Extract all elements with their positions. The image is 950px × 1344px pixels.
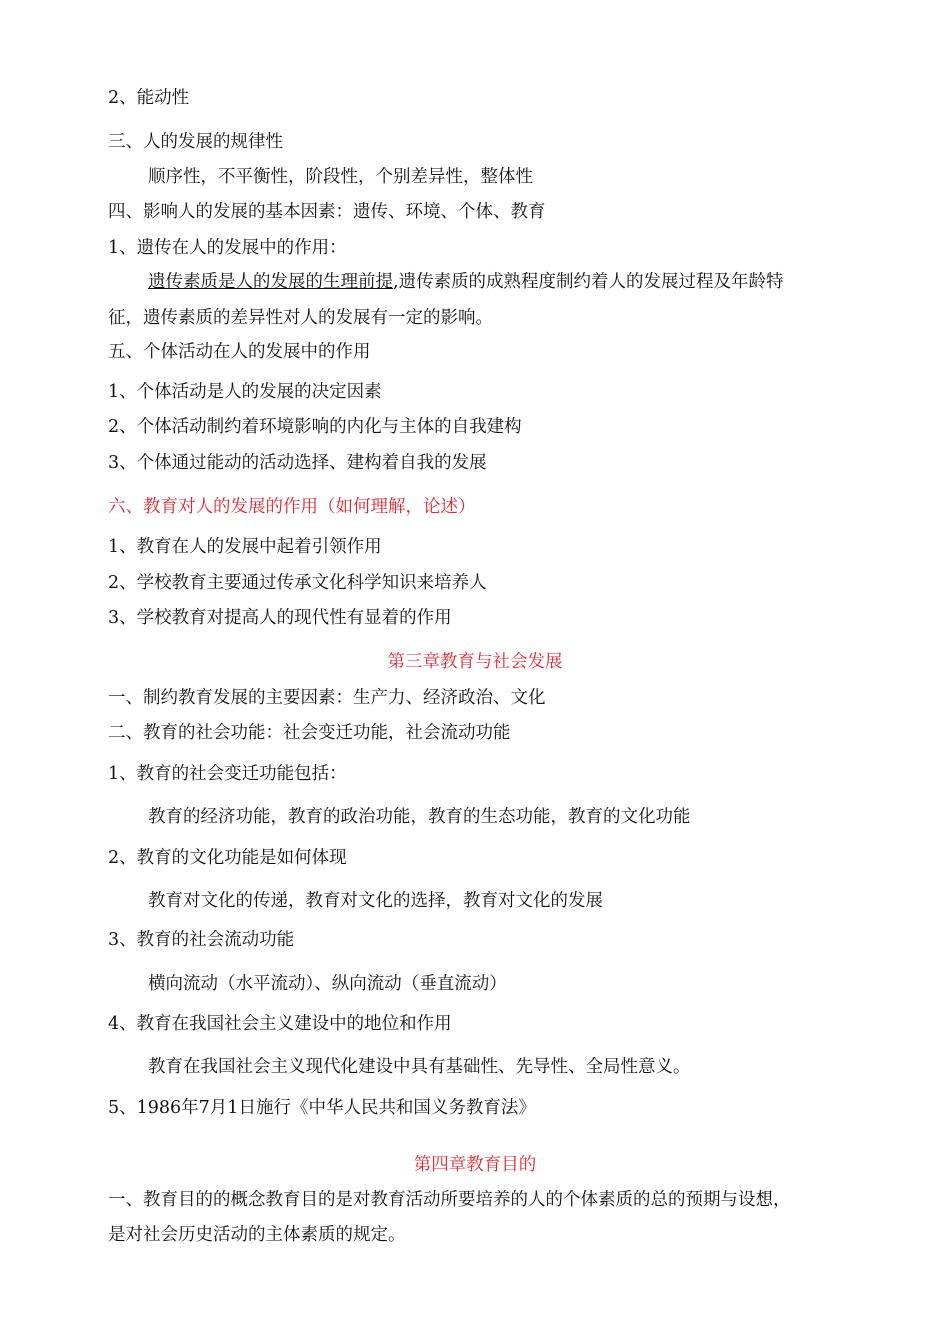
text-line: 5、1986年7月1日施行《中华人民共和国义务教育法》 <box>108 1098 536 1118</box>
section-heading: 三、人的发展的规律性 <box>108 132 283 152</box>
text-line: 征，遗传素质的差异性对人的发展有一定的影响。 <box>108 308 493 328</box>
text-line: 教育对文化的传递，教育对文化的选择，教育对文化的发展 <box>148 891 603 911</box>
text-line: 1、个体活动是人的发展的决定因素 <box>108 382 382 402</box>
text-span: ,遗传素质的成熟程度制约着人的发展过程及年龄特 <box>393 272 784 292</box>
section-heading: 一、教育目的的概念教育目的是对教育活动所要培养的人的个体素质的总的预期与设想， <box>108 1190 791 1210</box>
text-line: 3、个体通过能动的活动选择、建构着自我的发展 <box>108 453 487 473</box>
text-line: 顺序性，不平衡性，阶段性，个别差异性，整体性 <box>148 167 533 187</box>
section-heading: 一、制约教育发展的主要因素：生产力、经济政治、文化 <box>108 688 546 708</box>
text-line: 3、学校教育对提高人的现代性有显着的作用 <box>108 608 452 628</box>
text-line: 1、教育的社会变迁功能包括： <box>108 764 347 784</box>
section-heading: 四、影响人的发展的基本因素：遗传、环境、个体、教育 <box>108 202 546 222</box>
section-heading: 二、教育的社会功能：社会变迁功能，社会流动功能 <box>108 723 511 743</box>
text-line: 4、教育在我国社会主义建设中的地位和作用 <box>108 1014 452 1034</box>
text-paragraph <box>148 270 784 294</box>
text-line: 是对社会历史活动的主体素质的规定。 <box>108 1225 406 1245</box>
text-line: 教育在我国社会主义现代化建设中具有基础性、先导性、全局性意义。 <box>148 1057 691 1077</box>
section-heading-red: 六、教育对人的发展的作用（如何理解，论述） <box>108 497 476 517</box>
text-line: 1、遗传在人的发展中的作用： <box>108 238 347 258</box>
text-line: 3、教育的社会流动功能 <box>108 930 295 950</box>
chapter-title: 第三章教育与社会发展 <box>387 652 563 672</box>
text-line: 2、教育的文化功能是如何体现 <box>108 848 347 868</box>
text-line: 2、能动性 <box>108 88 190 108</box>
text-line: 2、个体活动制约着环境影响的内化与主体的自我建构 <box>108 417 522 437</box>
text-line: 横向流动（水平流动）、纵向流动（垂直流动） <box>148 974 507 994</box>
underlined-phrase: 遗传素质是人的发展的生理前提 <box>148 272 393 292</box>
chapter-title: 第四章教育目的 <box>413 1155 537 1175</box>
text-line: 教育的经济功能，教育的政治功能，教育的生态功能，教育的文化功能 <box>148 807 691 827</box>
text-line: 2、学校教育主要通过传承文化科学知识来培养人 <box>108 573 487 593</box>
section-heading: 五、个体活动在人的发展中的作用 <box>108 342 371 362</box>
text-line: 1、教育在人的发展中起着引领作用 <box>108 537 382 557</box>
